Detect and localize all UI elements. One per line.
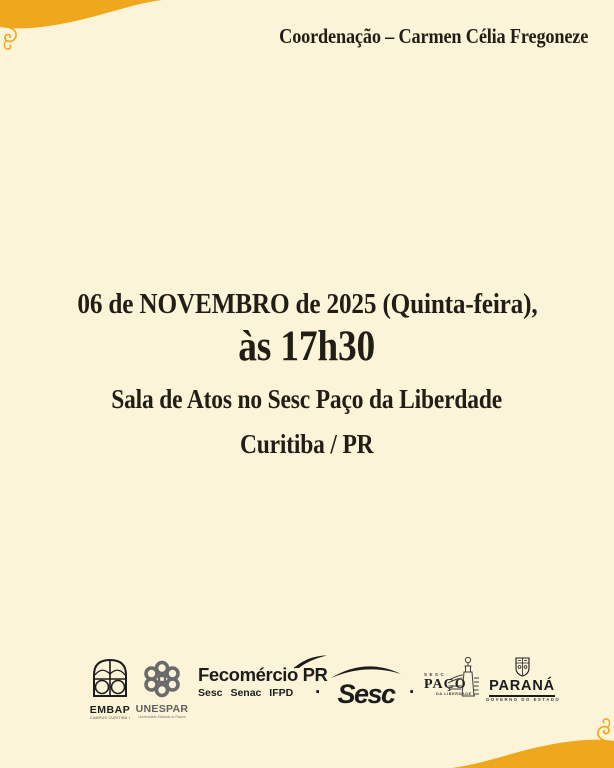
parana-crest-icon [514, 656, 531, 677]
logo-separator-dot: · [409, 682, 416, 703]
embap-logo [85, 658, 135, 721]
event-venue-text: Sala de Atos no Sesc Paço da Liberdade [111, 384, 503, 414]
paco-text-block [424, 672, 472, 697]
quill-icon [294, 655, 328, 669]
fecomercio-name: Fecomércio [198, 664, 298, 685]
embap-tagline: CAMPUS CURITIBA I [89, 716, 131, 720]
event-venue [0, 384, 614, 415]
parana-name: PARANÁ [489, 679, 555, 697]
logo-strip [0, 652, 614, 727]
parana-logo [486, 656, 561, 702]
paco-name: PAÇO [424, 677, 467, 692]
event-date [0, 288, 614, 321]
unespar-name: UNESPAR [135, 703, 189, 715]
unespar-tagline: Universidade Estadual do Paraná [138, 715, 186, 719]
fecomercio-tagline: Sesc Senac IFPD [198, 686, 294, 699]
logo-separator-dot: · [315, 682, 322, 703]
event-time-text: às 17h30 [238, 323, 376, 370]
unespar-logo [135, 660, 189, 719]
parana-tagline: GOVERNO DO ESTADO [486, 697, 561, 702]
fecomercio-title [198, 664, 328, 685]
fecomercio-logo [198, 664, 328, 699]
sesc-name: Sesc [337, 679, 395, 709]
event-city [0, 429, 614, 460]
embap-window-icon [92, 658, 128, 698]
paco-tagline: DA LIBERDADE [436, 692, 472, 696]
corner-wave-top-left-icon [0, 0, 225, 60]
event-city-text: Curitiba / PR [240, 429, 374, 459]
sesc-swoosh-icon [329, 664, 403, 679]
embap-name: EMBAP [89, 704, 131, 716]
event-date-text: 06 de NOVEMBRO de 2025 (Quinta-feira), [76, 288, 538, 320]
fecomercio-region: PR [302, 664, 328, 685]
coordination-credit: Coordenação – Carmen Célia Fregoneze [279, 24, 588, 48]
unespar-flower-icon [142, 660, 182, 698]
sesc-logo [328, 664, 404, 708]
event-time [0, 322, 614, 371]
paco-org: SESC [424, 672, 447, 677]
